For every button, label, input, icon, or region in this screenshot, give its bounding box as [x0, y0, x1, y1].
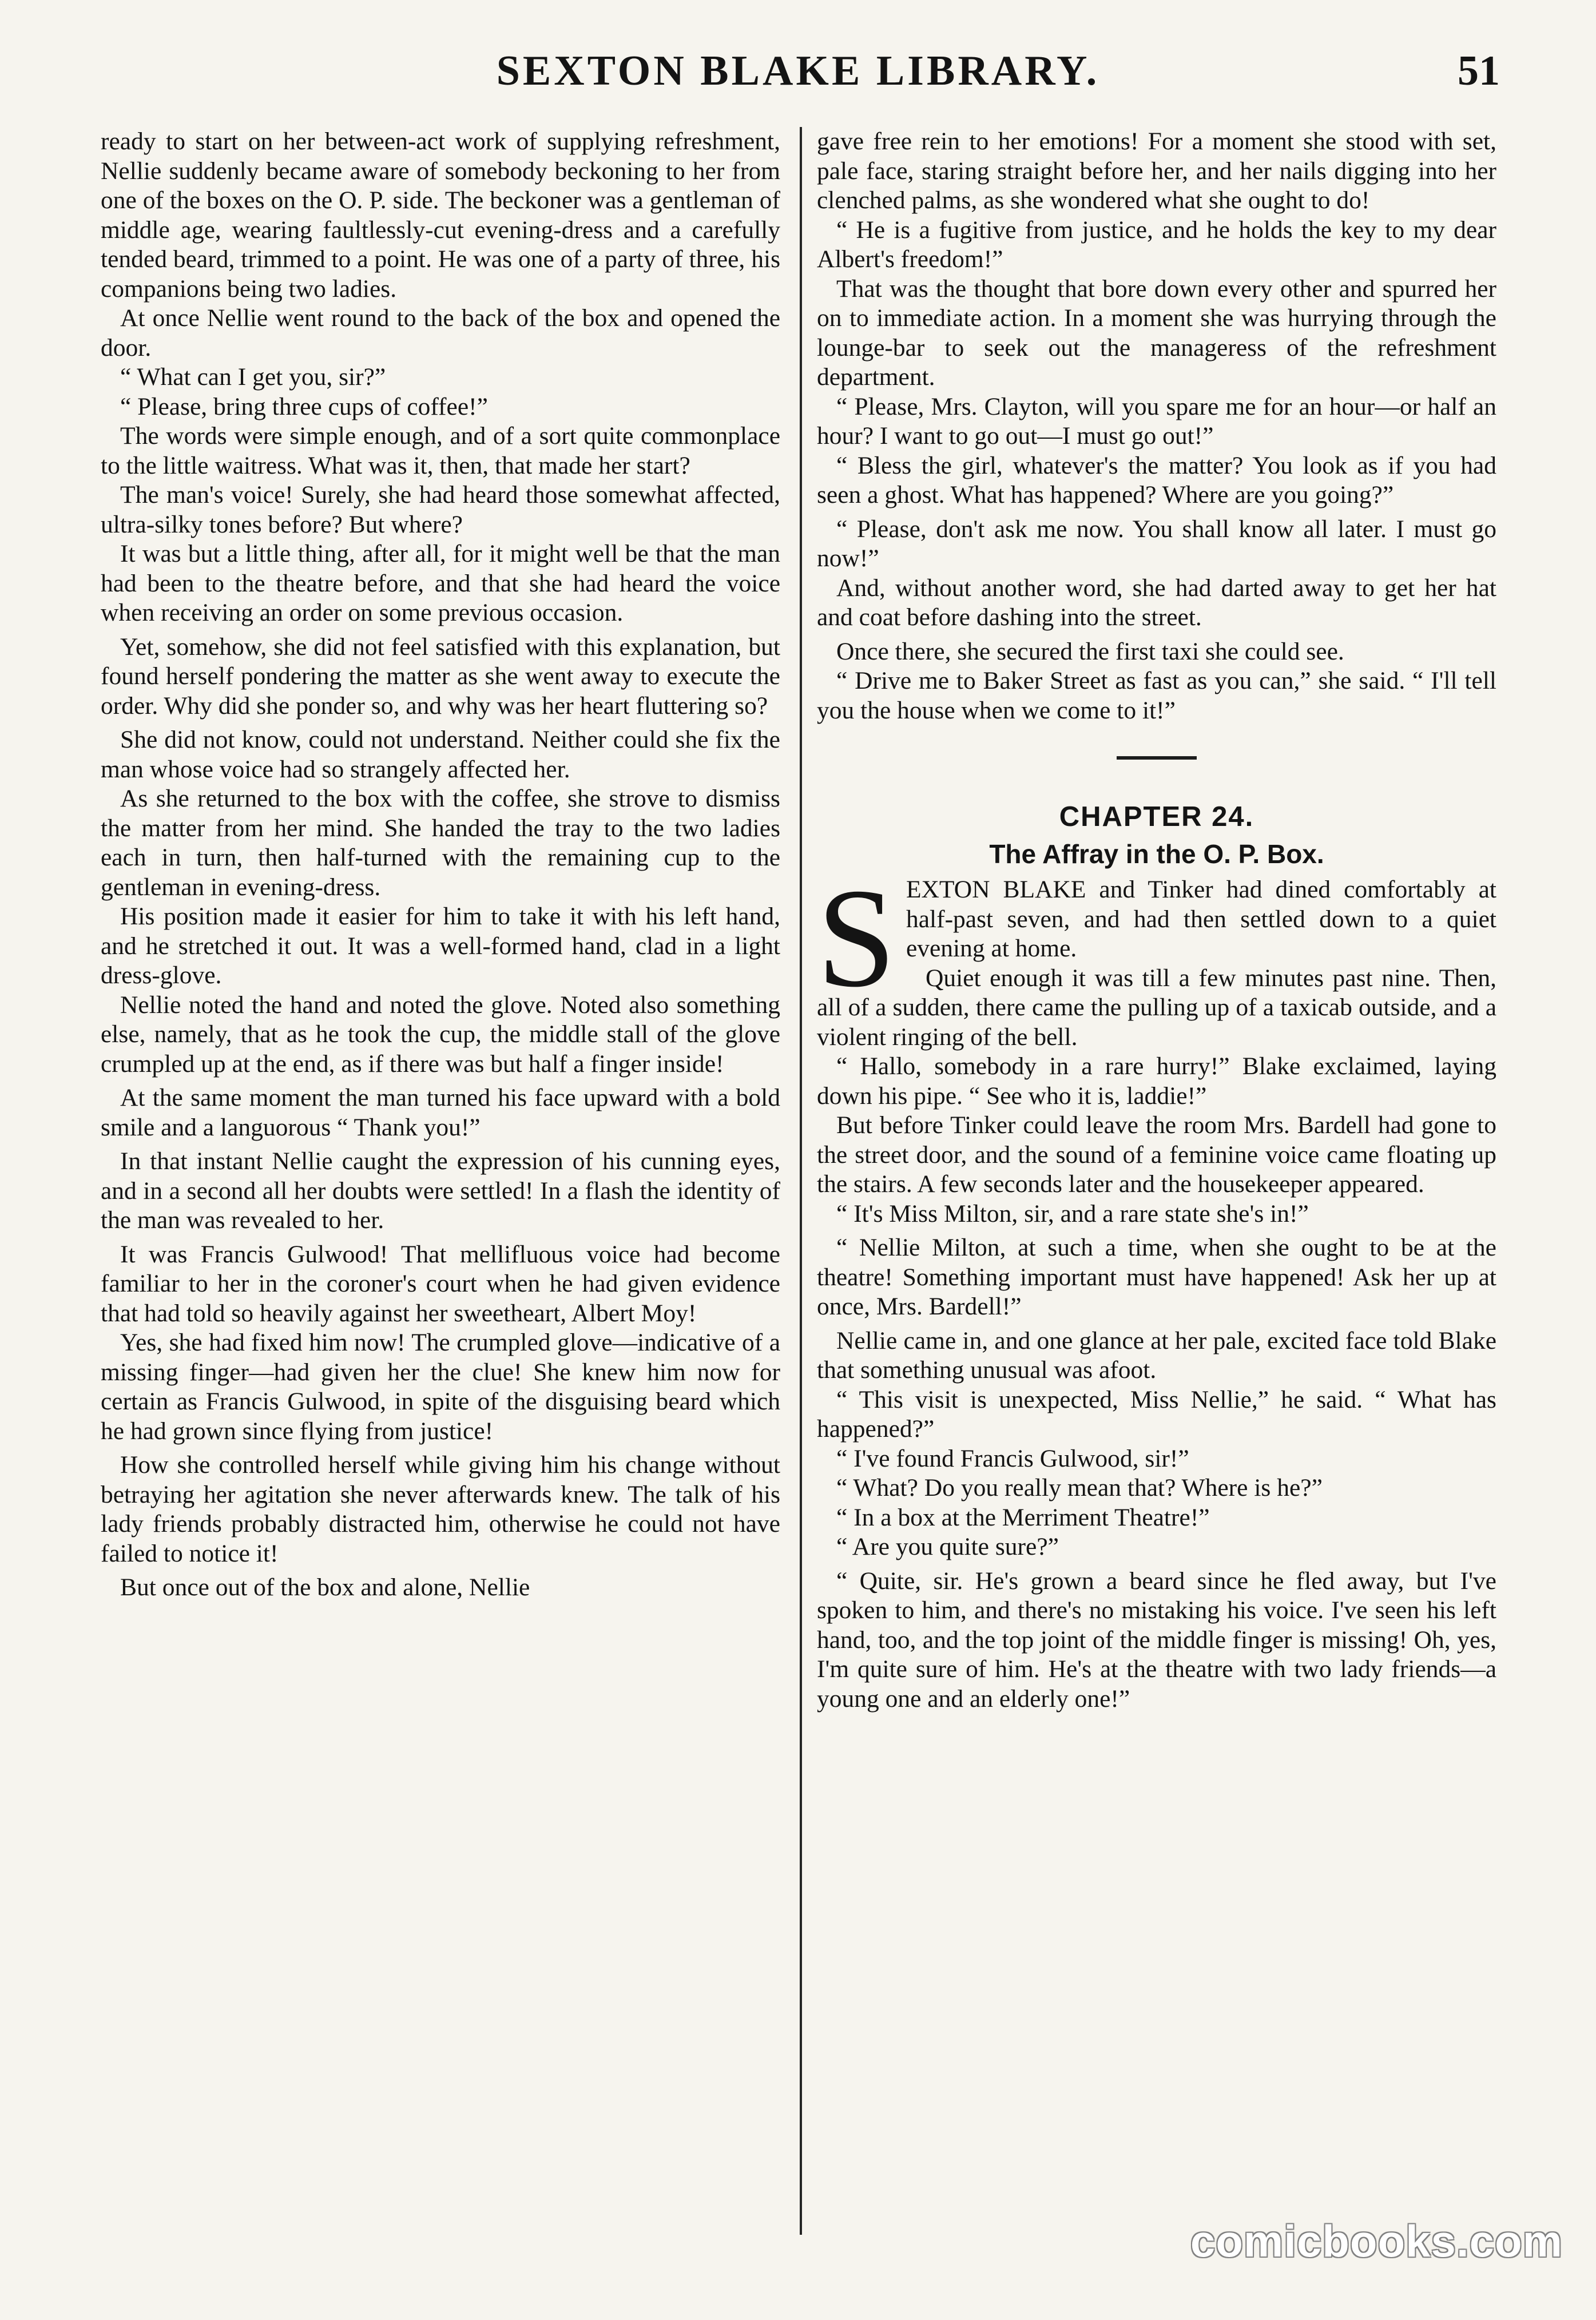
paragraph: And, without another word, she had darted away to get her hat and coat before dashing into the street. — [817, 574, 1496, 631]
paragraph: Yes, she had fixed him now! The crumpled glove—indicative of a missing finger—had given her the clue! She knew him now for certain as Francis Gulwood, in spite of the disguising beard which he had grown since flying from justice! — [101, 1329, 780, 1445]
paragraph: “ It's Miss Milton, sir, and a rare state she's in!” — [836, 1199, 1309, 1227]
chapter-heading: CHAPTER 24. — [1059, 801, 1254, 832]
paragraph: It was but a little thing, after all, for it might well be that the man had been to the theatre before, and that she had heard the voice when receiving an order on some previous occasion. — [101, 540, 780, 626]
section-rule — [1117, 756, 1197, 760]
paragraph: The words were simple enough, and of a sort quite commonplace to the little waitress. What was it, then, that made her start? — [101, 422, 780, 479]
paragraph: That was the thought that bore down every other and spurred her on to immediate action. In a moment she was hurrying through the lounge-bar to seek out the manageress of the refreshment department. — [817, 275, 1496, 391]
paragraph: The man's voice! Surely, she had heard those somewhat affected, ultra-silky tones before? But where? — [101, 481, 780, 538]
paragraph: “ Please, Mrs. Clayton, will you spare me for an hour—or half an hour? I want to go out—I must go out!” — [817, 392, 1496, 450]
paragraph: “ What can I get you, sir?” — [120, 363, 386, 391]
paragraph: “ Drive me to Baker Street as fast as you can,” she said. “ I'll tell you the house when we come to it!” — [817, 667, 1496, 724]
paragraph: It was Francis Gulwood! That mellifluous voice had become familiar to her in the coroner's court when he had given evidence that had told so heavily against her sweetheart, Albert Moy! — [101, 1240, 780, 1327]
paragraph: She did not know, could not understand. Neither could she fix the man whose voice had so strangely affected her. — [101, 726, 780, 783]
paragraph: How she controlled herself while giving him his change without betraying her agitation she never afterwards knew. The talk of his lady friends probably distracted him, otherwise he could not have failed to notice it! — [101, 1451, 780, 1567]
paragraph: But once out of the box and alone, Nellie — [120, 1574, 530, 1601]
page-number: 51 — [1458, 47, 1500, 94]
paragraph: “ I've found Francis Gulwood, sir!” — [836, 1444, 1189, 1472]
left-column — [101, 127, 780, 2243]
paragraph: In that instant Nellie caught the expression of his cunning eyes, and in a second all her doubts were settled! In a flash the identity of the man was revealed to her. — [101, 1147, 780, 1234]
paragraph: Quiet enough it was till a few minutes past nine. Then, all of a sudden, there came the pulling up of a taxicab outside, and a violent ringing of the bell. — [817, 964, 1496, 1051]
paragraph: “ Hallo, somebody in a rare hurry!” Blake exclaimed, laying down his pipe. “ See who it is, laddie!” — [817, 1052, 1496, 1110]
running-header — [0, 47, 1596, 110]
paragraph: At once Nellie went round to the back of the box and opened the door. — [101, 304, 780, 361]
opening-text: EXTON BLAKE and Tinker had dined comfortably at half-past seven, and had then settled down to a quiet evening at home. — [906, 876, 1496, 962]
paragraph: As she returned to the box with the coffee, she strove to dismiss the matter from her mind. She handed the tray to the two ladies each in turn, then half-turned with the remaining cup to the gentleman in evening-dress. — [101, 785, 780, 901]
paragraph: Nellie came in, and one glance at her pale, excited face told Blake that something unusual was afoot. — [817, 1326, 1496, 1384]
paragraph: “ Are you quite sure?” — [836, 1533, 1059, 1560]
right-column — [817, 127, 1496, 2243]
running-title: SEXTON BLAKE LIBRARY. — [496, 47, 1100, 94]
paragraph: gave free rein to her emotions! For a moment she stood with set, pale face, staring straight before her, and her nails digging into her clenched palms, as she wondered what she ought to do! — [817, 128, 1496, 214]
watermark: comicbooks.com — [1190, 2216, 1563, 2266]
paragraph: Nellie noted the hand and noted the glove. Noted also something else, namely, that as he took the cup, the middle stall of the glove crumpled up at the end, as if there was but half a finger inside! — [101, 991, 780, 1078]
paragraph: “ Please, don't ask me now. You shall know all later. I must go now!” — [817, 515, 1496, 572]
paragraph: “ Nellie Milton, at such a time, when she ought to be at the theatre! Something important must have happened! Ask her up at once, Mrs. Bardell!” — [817, 1234, 1496, 1320]
paragraph: Yet, somehow, she did not feel satisfied with this explanation, but found herself pondering the matter as she went away to execute the order. Why did she ponder so, and why was her heart fluttering so? — [101, 633, 780, 720]
paragraph: ready to start on her between-act work of supplying refreshment, Nellie suddenly became aware of somebody beckoning to her from one of the boxes on the O. P. side. The beckoner was a gentleman of middle age, wearing faultlessly-cut evening-dress and a carefully tended beard, trimmed to a point. He was one of a party of three, his companions being two ladies. — [101, 128, 780, 303]
paragraph: His position made it easier for him to take it with his left hand, and he stretched it out. It was a well-formed hand, clad in a light dress-glove. — [101, 903, 780, 989]
paragraph: “ Bless the girl, whatever's the matter? You look as if you had seen a ghost. What has happened? Where are you going?” — [817, 451, 1496, 509]
column-divider — [800, 127, 802, 2235]
paragraph: “ He is a fugitive from justice, and he holds the key to my dear Albert's freedom!” — [817, 216, 1496, 273]
paragraph: “ This visit is unexpected, Miss Nellie,” he said. “ What has happened?” — [817, 1385, 1496, 1443]
chapter-title: The Affray in the O. P. Box. — [989, 839, 1324, 869]
paragraph: “ In a box at the Merriment Theatre!” — [836, 1503, 1210, 1531]
paragraph: At the same moment the man turned his face upward with a bold smile and a languorous “ Thank you!” — [101, 1084, 780, 1141]
paragraph: Once there, she secured the first taxi she could see. — [836, 637, 1344, 665]
paragraph: “ What? Do you really mean that? Where is he?” — [836, 1474, 1323, 1501]
paragraph: “ Quite, sir. He's grown a beard since he fled away, but I've spoken to him, and there's no mistaking his voice. I've seen his left hand, too, and the top joint of the middle finger is missing! Oh, yes, I'm quite sure of him. He's at the theatre with two lady friends—a young one and an elderly one!” — [817, 1567, 1496, 1713]
paragraph: “ Please, bring three cups of coffee!” — [120, 392, 488, 420]
paragraph: But before Tinker could leave the room Mrs. Bardell had gone to the street door, and the sound of a feminine voice came floating up the stairs. A few seconds later and the housekeeper appeared. — [817, 1111, 1496, 1198]
drop-cap: S — [817, 859, 896, 1016]
